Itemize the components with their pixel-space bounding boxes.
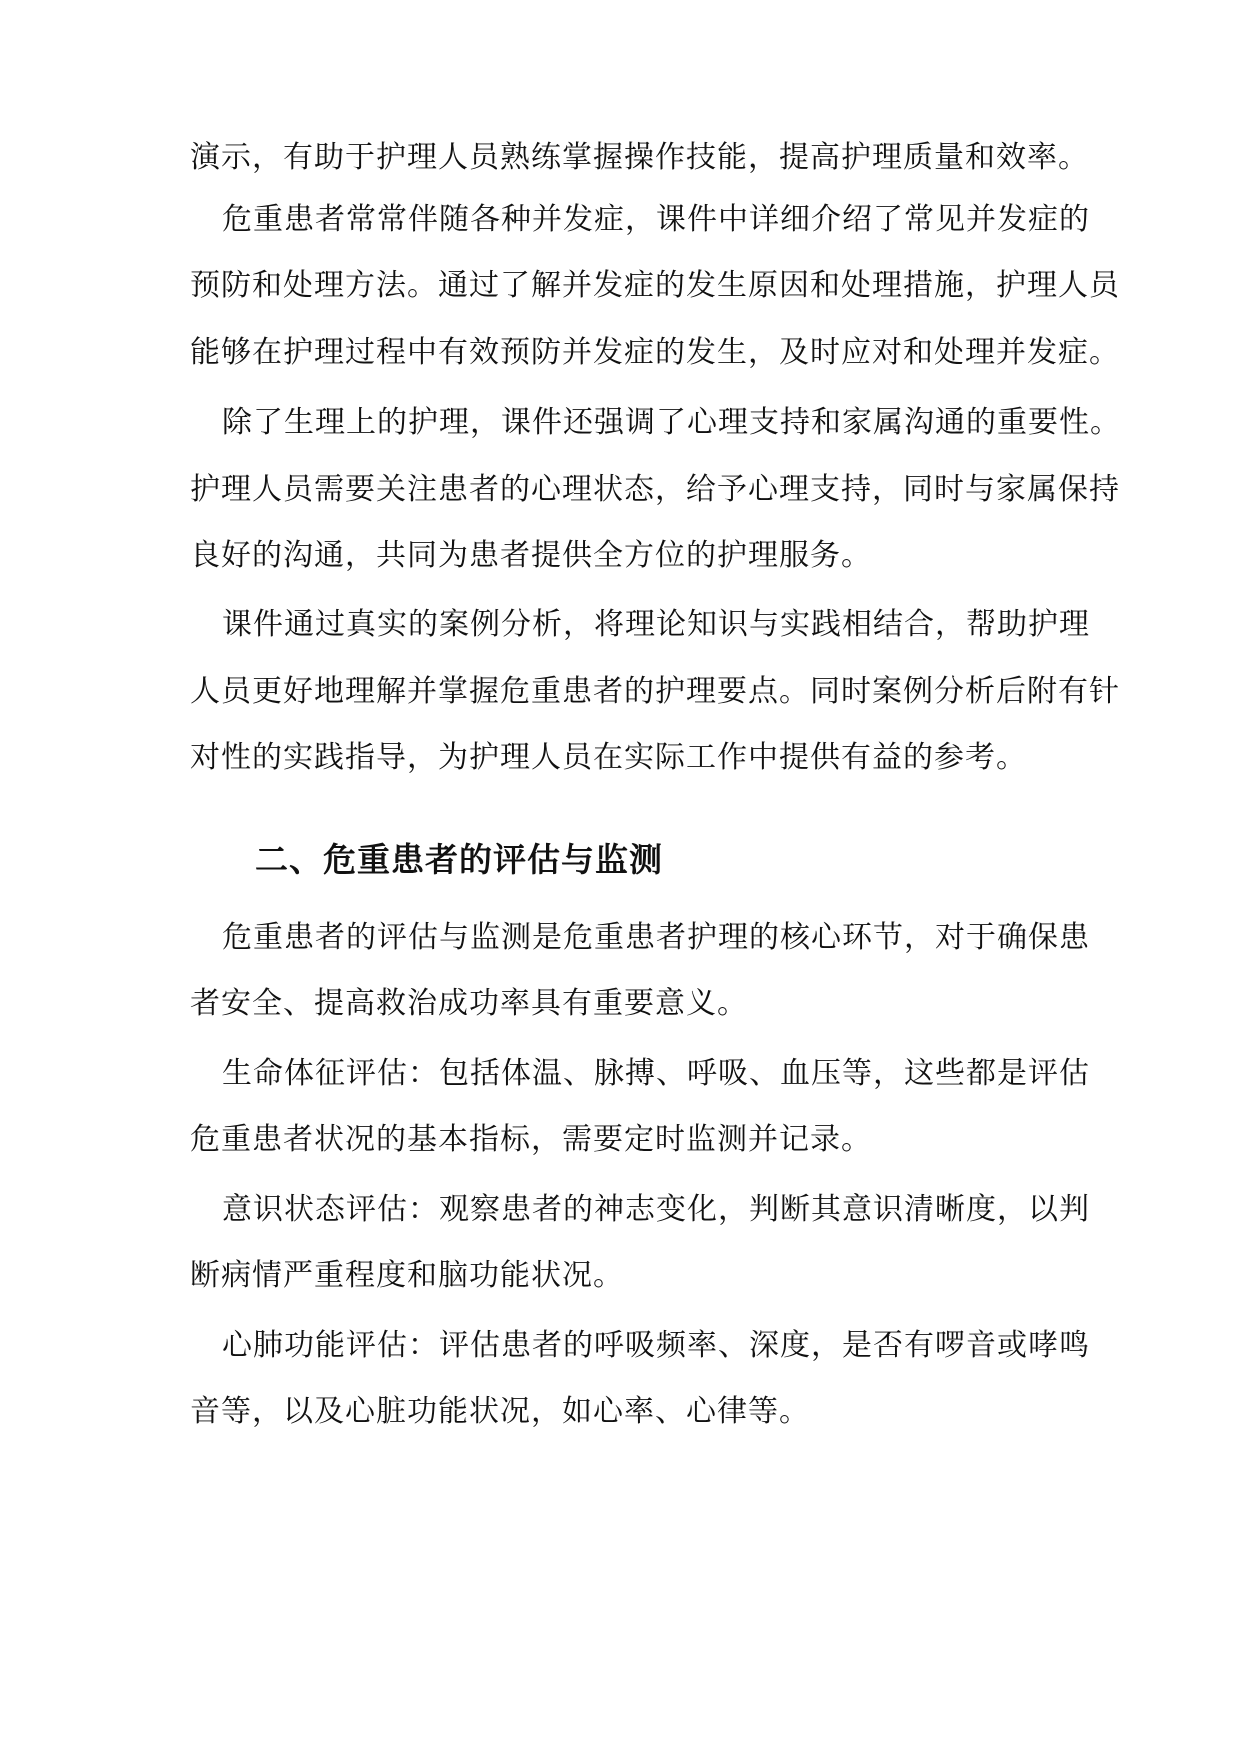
paragraph-line: 危重患者的评估与监测是危重患者护理的核心环节，对于确保患 [222,920,1090,955]
paragraph-line: 除了生理上的护理，课件还强调了心理支持和家属沟通的重要性。 [222,405,1121,440]
paragraph-line: 护理人员需要关注患者的心理状态，给予心理支持，同时与家属保持 [190,472,1120,507]
paragraph-line: 生命体征评估：包括体温、脉搏、呼吸、血压等，这些都是评估 [222,1056,1090,1091]
paragraph-line: 能够在护理过程中有效预防并发症的发生，及时应对和处理并发症。 [190,335,1120,370]
paragraph-line: 断病情严重程度和脑功能状况。 [190,1258,624,1293]
paragraph-line: 人员更好地理解并掌握危重患者的护理要点。同时案例分析后附有针 [190,674,1120,709]
paragraph-line: 课件通过真实的案例分析，将理论知识与实践相结合，帮助护理 [222,607,1090,642]
paragraph-line: 对性的实践指导，为护理人员在实际工作中提供有益的参考。 [190,740,1027,775]
paragraph-line: 音等，以及心脏功能状况，如心率、心律等。 [190,1394,810,1429]
paragraph-line: 者安全、提高救治成功率具有重要意义。 [190,986,748,1021]
paragraph-line: 危重患者状况的基本指标，需要定时监测并记录。 [190,1122,872,1157]
paragraph-line: 预防和处理方法。通过了解并发症的发生原因和处理措施，护理人员 [190,268,1120,303]
paragraph-line: 演示，有助于护理人员熟练掌握操作技能，提高护理质量和效率。 [190,140,1089,175]
paragraph-line: 意识状态评估：观察患者的神志变化，判断其意识清晰度，以判 [222,1192,1090,1227]
paragraph-line: 心肺功能评估：评估患者的呼吸频率、深度，是否有啰音或哮鸣 [222,1328,1090,1363]
paragraph-line: 良好的沟通，共同为患者提供全方位的护理服务。 [190,538,872,573]
section-heading: 二、危重患者的评估与监测 [255,840,663,879]
paragraph-line: 危重患者常常伴随各种并发症，课件中详细介绍了常见并发症的 [222,202,1090,237]
